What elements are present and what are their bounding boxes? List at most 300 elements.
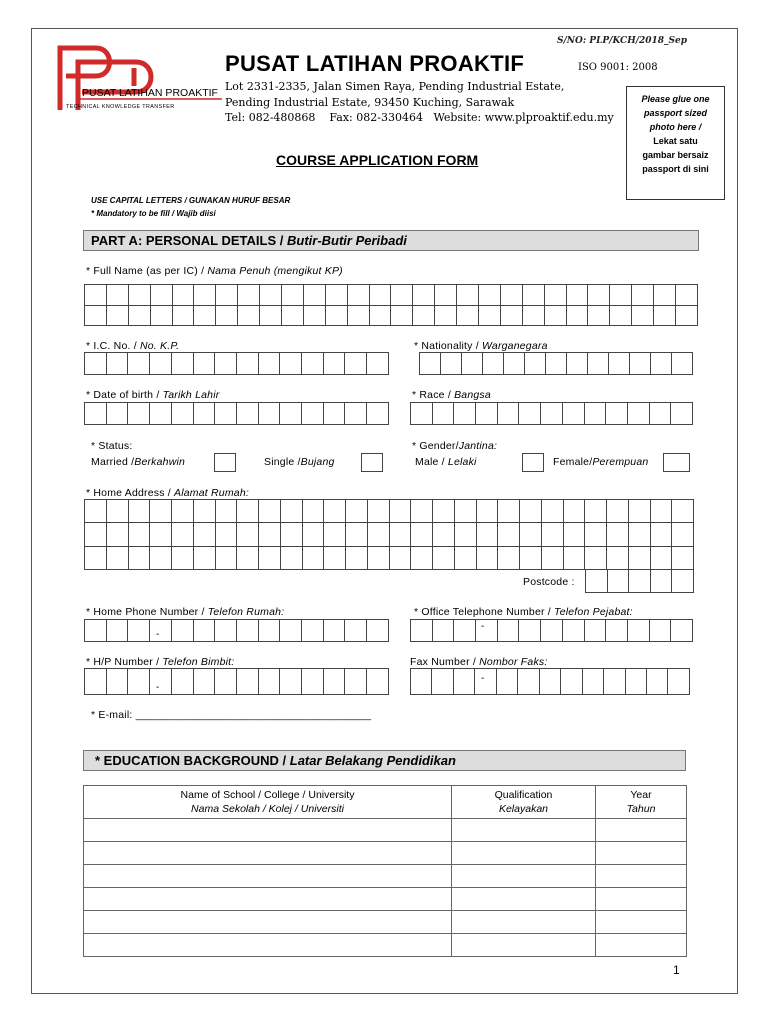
- character-box[interactable]: [150, 620, 172, 642]
- character-box[interactable]: [628, 500, 650, 523]
- postcode-input-grid[interactable]: [585, 569, 694, 593]
- character-box[interactable]: [85, 500, 107, 523]
- character-box[interactable]: [606, 403, 628, 425]
- race-input-grid[interactable]: [410, 402, 693, 425]
- character-box[interactable]: [258, 353, 280, 375]
- character-box[interactable]: [454, 546, 476, 569]
- character-box[interactable]: [302, 620, 324, 642]
- character-box[interactable]: [672, 353, 693, 375]
- character-box[interactable]: [607, 546, 629, 569]
- character-box[interactable]: [171, 403, 193, 425]
- character-box[interactable]: [106, 285, 128, 306]
- character-box[interactable]: [323, 353, 345, 375]
- character-box[interactable]: [411, 403, 433, 425]
- character-box[interactable]: [654, 285, 676, 306]
- character-box[interactable]: [650, 500, 672, 523]
- character-box[interactable]: [668, 669, 690, 695]
- character-box[interactable]: [85, 546, 107, 569]
- character-box[interactable]: [629, 570, 651, 593]
- character-box[interactable]: [584, 620, 606, 642]
- character-box[interactable]: [525, 353, 546, 375]
- character-box[interactable]: [280, 403, 302, 425]
- character-box[interactable]: [106, 305, 128, 326]
- character-box[interactable]: [150, 523, 172, 546]
- character-box[interactable]: [237, 546, 259, 569]
- character-box[interactable]: [85, 620, 107, 642]
- character-box[interactable]: [150, 669, 172, 695]
- character-box[interactable]: [541, 500, 563, 523]
- character-box[interactable]: [106, 523, 128, 546]
- character-box[interactable]: [606, 620, 628, 642]
- page-number: 1: [673, 963, 680, 977]
- character-box[interactable]: [479, 305, 501, 326]
- character-box[interactable]: [497, 403, 519, 425]
- character-box[interactable]: [411, 523, 433, 546]
- female-label: Female/Perempuan: [553, 456, 649, 468]
- character-box[interactable]: [128, 500, 150, 523]
- character-box[interactable]: [562, 620, 584, 642]
- character-box[interactable]: [630, 353, 651, 375]
- character-box[interactable]: [302, 500, 324, 523]
- office-phone-input-grid[interactable]: [410, 619, 693, 642]
- character-box[interactable]: [85, 403, 107, 425]
- character-box[interactable]: [367, 403, 389, 425]
- character-box[interactable]: [672, 570, 694, 593]
- character-box[interactable]: [413, 305, 435, 326]
- character-box[interactable]: [632, 285, 654, 306]
- ic-number-label: * I.C. No. / No. K.P.: [86, 340, 180, 352]
- character-box[interactable]: [476, 546, 498, 569]
- character-box[interactable]: [106, 353, 128, 375]
- character-box[interactable]: [563, 500, 585, 523]
- character-box[interactable]: [302, 523, 324, 546]
- character-box[interactable]: [150, 546, 172, 569]
- character-box[interactable]: [367, 669, 389, 695]
- organization-address: Lot 2331-2335, Jalan Simen Raya, Pending Industrial Estate, Pending Industrial Estate, 93450 Kuching, Sarawak Tel: 082-480868 Fax: 082-330464 Website: www.plproaktif.edu.my: [225, 80, 614, 124]
- character-box[interactable]: [632, 305, 654, 326]
- character-box[interactable]: [520, 500, 542, 523]
- character-box[interactable]: [280, 353, 302, 375]
- character-box[interactable]: [628, 523, 650, 546]
- character-box[interactable]: [433, 500, 455, 523]
- character-box[interactable]: [323, 669, 345, 695]
- character-box[interactable]: [303, 285, 325, 306]
- character-box[interactable]: [106, 500, 128, 523]
- character-box[interactable]: [672, 546, 694, 569]
- postcode-label: Postcode :: [523, 576, 575, 588]
- character-box[interactable]: [237, 500, 259, 523]
- character-box[interactable]: [258, 669, 280, 695]
- passport-photo-box[interactable]: Please glue one passport sized photo here / Lekat satu gambar bersaiz passport di sini: [626, 86, 725, 200]
- svg-text:TECHNICAL KNOWLEDGE TRANSFER: TECHNICAL KNOWLEDGE TRANSFER: [66, 104, 175, 110]
- character-box[interactable]: [150, 305, 172, 326]
- character-box[interactable]: [588, 305, 610, 326]
- character-box[interactable]: [627, 403, 649, 425]
- character-box[interactable]: [193, 669, 215, 695]
- date-of-birth-label: * Date of birth / Tarikh Lahir: [86, 389, 220, 401]
- character-box[interactable]: [649, 403, 671, 425]
- character-box[interactable]: [432, 620, 454, 642]
- character-box[interactable]: [258, 403, 280, 425]
- character-box[interactable]: [259, 546, 281, 569]
- character-box[interactable]: [454, 620, 476, 642]
- table-row[interactable]: [84, 888, 687, 911]
- status-label: * Status:: [91, 440, 133, 452]
- character-box[interactable]: [193, 353, 215, 375]
- character-box[interactable]: [280, 500, 302, 523]
- character-box[interactable]: [324, 546, 346, 569]
- table-row[interactable]: [84, 934, 687, 957]
- character-box[interactable]: [302, 403, 324, 425]
- character-box[interactable]: [457, 305, 479, 326]
- character-box[interactable]: [236, 403, 258, 425]
- character-box[interactable]: [453, 669, 474, 695]
- character-box[interactable]: [215, 620, 237, 642]
- character-box[interactable]: [607, 500, 629, 523]
- character-box[interactable]: [216, 285, 238, 306]
- character-box[interactable]: [216, 305, 238, 326]
- character-box[interactable]: [193, 403, 215, 425]
- form-title: COURSE APPLICATION FORM: [276, 152, 479, 168]
- character-box[interactable]: [588, 285, 610, 306]
- education-table[interactable]: [83, 785, 687, 957]
- character-box[interactable]: [676, 305, 698, 326]
- character-box[interactable]: [672, 500, 694, 523]
- character-box[interactable]: [476, 523, 498, 546]
- character-box[interactable]: [585, 500, 607, 523]
- character-box[interactable]: [236, 669, 258, 695]
- character-box[interactable]: [479, 285, 501, 306]
- office-phone-separator: -: [481, 621, 485, 632]
- fax-number-separator: -: [481, 673, 485, 684]
- character-box[interactable]: [607, 523, 629, 546]
- character-box[interactable]: [171, 620, 193, 642]
- character-box[interactable]: [519, 403, 541, 425]
- character-box[interactable]: [323, 403, 345, 425]
- character-box[interactable]: [259, 523, 281, 546]
- character-box[interactable]: [607, 570, 629, 593]
- character-box[interactable]: [369, 285, 391, 306]
- character-box[interactable]: [367, 353, 389, 375]
- character-box[interactable]: [280, 523, 302, 546]
- character-box[interactable]: [585, 546, 607, 569]
- character-box[interactable]: [280, 546, 302, 569]
- character-box[interactable]: [215, 353, 237, 375]
- character-box[interactable]: [522, 285, 544, 306]
- character-box[interactable]: [432, 669, 453, 695]
- hp-number-input-grid[interactable]: [84, 668, 389, 695]
- character-box[interactable]: [586, 570, 608, 593]
- male-label: Male / Lelaki: [415, 456, 477, 468]
- character-box[interactable]: [260, 285, 282, 306]
- character-box[interactable]: [541, 403, 563, 425]
- character-box[interactable]: [194, 305, 216, 326]
- character-box[interactable]: [435, 285, 457, 306]
- character-box[interactable]: [128, 403, 150, 425]
- character-box[interactable]: [566, 285, 588, 306]
- character-box[interactable]: [346, 500, 368, 523]
- character-box[interactable]: [85, 669, 107, 695]
- character-box[interactable]: [128, 523, 150, 546]
- character-box[interactable]: [171, 353, 193, 375]
- table-row[interactable]: [84, 865, 687, 888]
- character-box[interactable]: [497, 620, 519, 642]
- character-box[interactable]: [413, 285, 435, 306]
- character-box[interactable]: [476, 620, 498, 642]
- character-box[interactable]: [500, 305, 522, 326]
- character-box[interactable]: [260, 305, 282, 326]
- character-box[interactable]: [323, 620, 345, 642]
- character-box[interactable]: [462, 353, 483, 375]
- character-box[interactable]: [671, 620, 693, 642]
- character-box[interactable]: [483, 353, 504, 375]
- character-box[interactable]: [391, 305, 413, 326]
- character-box[interactable]: [544, 305, 566, 326]
- character-box[interactable]: [604, 669, 625, 695]
- home-phone-input-grid[interactable]: [84, 619, 389, 642]
- character-box[interactable]: [172, 285, 194, 306]
- character-box[interactable]: [150, 500, 172, 523]
- character-box[interactable]: [646, 669, 667, 695]
- character-box[interactable]: [650, 570, 672, 593]
- character-box[interactable]: [172, 500, 194, 523]
- character-box[interactable]: [85, 285, 107, 306]
- character-box[interactable]: [625, 669, 646, 695]
- character-box[interactable]: [193, 523, 215, 546]
- character-box[interactable]: [504, 353, 525, 375]
- character-box[interactable]: [171, 669, 193, 695]
- full-name-label: * Full Name (as per IC) / Nama Penuh (mengikut KP): [86, 265, 343, 277]
- character-box[interactable]: [280, 669, 302, 695]
- character-box[interactable]: [215, 669, 237, 695]
- character-box[interactable]: [567, 353, 588, 375]
- character-box[interactable]: [522, 305, 544, 326]
- character-box[interactable]: [476, 403, 498, 425]
- character-box[interactable]: [588, 353, 609, 375]
- character-box[interactable]: [302, 669, 324, 695]
- character-box[interactable]: [346, 546, 368, 569]
- nationality-input-grid[interactable]: [419, 352, 693, 375]
- character-box[interactable]: [609, 353, 630, 375]
- capital-letters-note: USE CAPITAL LETTERS / GUNAKAN HURUF BESAR: [91, 196, 291, 205]
- single-checkbox[interactable]: [361, 453, 383, 472]
- email-field[interactable]: * E-mail: _______________________________________: [91, 709, 372, 721]
- character-box[interactable]: [627, 620, 649, 642]
- home-address-label: * Home Address / Alamat Rumah:: [86, 487, 249, 499]
- character-box[interactable]: [85, 305, 107, 326]
- character-box[interactable]: [347, 285, 369, 306]
- character-box[interactable]: [106, 620, 128, 642]
- character-box[interactable]: [215, 403, 237, 425]
- character-box[interactable]: [432, 403, 454, 425]
- character-box[interactable]: [215, 500, 237, 523]
- character-box[interactable]: [610, 285, 632, 306]
- character-box[interactable]: [369, 305, 391, 326]
- single-label: Single /Bujang: [264, 456, 335, 468]
- character-box[interactable]: [150, 403, 172, 425]
- character-box[interactable]: [106, 546, 128, 569]
- character-box[interactable]: [475, 669, 496, 695]
- character-box[interactable]: [238, 285, 260, 306]
- race-label: * Race / Bangsa: [412, 389, 491, 401]
- character-box[interactable]: [518, 669, 539, 695]
- school-column-header: Name of School / College / University Nama Sekolah / Kolej / Universiti: [84, 786, 452, 819]
- character-box[interactable]: [411, 620, 433, 642]
- character-box[interactable]: [561, 669, 582, 695]
- character-box[interactable]: [654, 305, 676, 326]
- character-box[interactable]: [610, 305, 632, 326]
- character-box[interactable]: [500, 285, 522, 306]
- character-box[interactable]: [391, 285, 413, 306]
- character-box[interactable]: [389, 523, 411, 546]
- character-box[interactable]: [672, 523, 694, 546]
- character-box[interactable]: [128, 285, 150, 306]
- character-box[interactable]: [106, 669, 128, 695]
- character-box[interactable]: [345, 620, 367, 642]
- serial-number: S/NO: PLP/KCH/2018_Sep: [557, 36, 688, 46]
- character-box[interactable]: [237, 523, 259, 546]
- character-box[interactable]: [539, 669, 560, 695]
- character-box[interactable]: [302, 353, 324, 375]
- character-box[interactable]: [544, 285, 566, 306]
- character-box[interactable]: [651, 353, 672, 375]
- character-box[interactable]: [563, 523, 585, 546]
- date-of-birth-input-grid[interactable]: [84, 402, 389, 425]
- character-box[interactable]: [325, 285, 347, 306]
- character-box[interactable]: [172, 546, 194, 569]
- character-box[interactable]: [582, 669, 603, 695]
- character-box[interactable]: [347, 305, 369, 326]
- character-box[interactable]: [546, 353, 567, 375]
- character-box[interactable]: [498, 546, 520, 569]
- character-box[interactable]: [411, 500, 433, 523]
- character-box[interactable]: [498, 500, 520, 523]
- character-box[interactable]: [411, 669, 432, 695]
- character-box[interactable]: [454, 500, 476, 523]
- character-box[interactable]: [324, 500, 346, 523]
- character-box[interactable]: [433, 546, 455, 569]
- character-box[interactable]: [650, 523, 672, 546]
- character-box[interactable]: [519, 620, 541, 642]
- character-box[interactable]: [420, 353, 441, 375]
- character-box[interactable]: [628, 546, 650, 569]
- character-box[interactable]: [498, 523, 520, 546]
- character-box[interactable]: [476, 500, 498, 523]
- character-box[interactable]: [541, 523, 563, 546]
- character-box[interactable]: [650, 546, 672, 569]
- character-box[interactable]: [259, 500, 281, 523]
- table-row[interactable]: [84, 842, 687, 865]
- character-box[interactable]: [345, 353, 367, 375]
- character-box[interactable]: [325, 305, 347, 326]
- table-row[interactable]: [84, 819, 687, 842]
- character-box[interactable]: [520, 523, 542, 546]
- character-box[interactable]: [150, 353, 172, 375]
- character-box[interactable]: [454, 523, 476, 546]
- character-box[interactable]: [433, 523, 455, 546]
- character-box[interactable]: [172, 523, 194, 546]
- character-box[interactable]: [303, 305, 325, 326]
- character-box[interactable]: [128, 353, 150, 375]
- character-box[interactable]: [236, 620, 258, 642]
- character-box[interactable]: [566, 305, 588, 326]
- character-box[interactable]: [238, 305, 260, 326]
- organization-name: PUSAT LATIHAN PROAKTIF: [225, 51, 525, 76]
- character-box[interactable]: [457, 285, 479, 306]
- full-name-input-grid[interactable]: [84, 284, 698, 326]
- character-box[interactable]: [282, 305, 304, 326]
- female-checkbox[interactable]: [663, 453, 690, 472]
- company-logo: [52, 42, 222, 114]
- character-box[interactable]: [106, 403, 128, 425]
- character-box[interactable]: [389, 500, 411, 523]
- character-box[interactable]: [346, 523, 368, 546]
- character-box[interactable]: [345, 669, 367, 695]
- character-box[interactable]: [128, 305, 150, 326]
- character-box[interactable]: [194, 285, 216, 306]
- office-phone-label: * Office Telephone Number / Telefon Pejabat:: [414, 606, 633, 618]
- character-box[interactable]: [454, 403, 476, 425]
- character-box[interactable]: [441, 353, 462, 375]
- character-box[interactable]: [676, 285, 698, 306]
- character-box[interactable]: [520, 546, 542, 569]
- character-box[interactable]: [282, 285, 304, 306]
- character-box[interactable]: [85, 523, 107, 546]
- character-box[interactable]: [128, 546, 150, 569]
- character-box[interactable]: [128, 669, 150, 695]
- character-box[interactable]: [496, 669, 517, 695]
- character-box[interactable]: [236, 353, 258, 375]
- character-box[interactable]: [85, 353, 107, 375]
- character-box[interactable]: [411, 546, 433, 569]
- character-box[interactable]: [280, 620, 302, 642]
- character-box[interactable]: [541, 620, 563, 642]
- character-box[interactable]: [367, 620, 389, 642]
- character-box[interactable]: [367, 546, 389, 569]
- male-checkbox[interactable]: [522, 453, 544, 472]
- character-box[interactable]: [193, 546, 215, 569]
- home-address-input-grid[interactable]: [84, 499, 694, 570]
- character-box[interactable]: [215, 546, 237, 569]
- ic-number-input-grid[interactable]: [84, 352, 389, 375]
- character-box[interactable]: [128, 620, 150, 642]
- character-box[interactable]: [389, 546, 411, 569]
- character-box[interactable]: [562, 403, 584, 425]
- character-box[interactable]: [435, 305, 457, 326]
- character-box[interactable]: [193, 500, 215, 523]
- character-box[interactable]: [172, 305, 194, 326]
- character-box[interactable]: [585, 523, 607, 546]
- character-box[interactable]: [367, 500, 389, 523]
- table-row[interactable]: [84, 911, 687, 934]
- fax-number-input-grid[interactable]: [410, 668, 690, 695]
- character-box[interactable]: [324, 523, 346, 546]
- character-box[interactable]: [215, 523, 237, 546]
- character-box[interactable]: [302, 546, 324, 569]
- character-box[interactable]: [671, 403, 693, 425]
- character-box[interactable]: [649, 620, 671, 642]
- character-box[interactable]: [563, 546, 585, 569]
- character-box[interactable]: [367, 523, 389, 546]
- home-phone-separator: -: [156, 629, 160, 640]
- character-box[interactable]: [193, 620, 215, 642]
- character-box[interactable]: [345, 403, 367, 425]
- character-box[interactable]: [584, 403, 606, 425]
- married-checkbox[interactable]: [214, 453, 236, 472]
- character-box[interactable]: [150, 285, 172, 306]
- character-box[interactable]: [541, 546, 563, 569]
- character-box[interactable]: [258, 620, 280, 642]
